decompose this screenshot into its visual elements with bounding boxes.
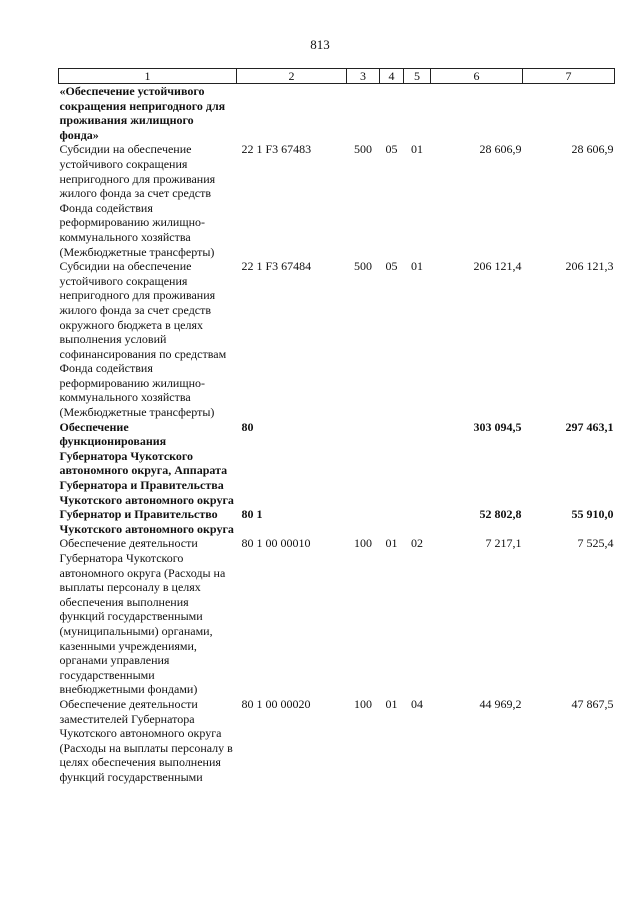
row-sum1-cell xyxy=(431,84,523,143)
row-vr-cell: 500 xyxy=(354,142,372,157)
row-name-cell: Губернатор и Правительство Чукотского автономного округа xyxy=(59,507,234,536)
row-pr-cell: 02 xyxy=(411,536,423,551)
row-vr-cell: 100 xyxy=(354,696,372,711)
header-cell-sum2: 7 xyxy=(523,69,615,84)
header-cell-vr: 3 xyxy=(347,69,380,84)
row-sum2-cell: 206 121,3 xyxy=(565,259,614,274)
row-vr-cell xyxy=(347,507,380,536)
table-row xyxy=(59,84,615,143)
row-vr-cell: 100 xyxy=(354,536,372,551)
row-sum1-cell: 206 121,4 xyxy=(473,259,522,274)
header-cell-code: 2 xyxy=(237,69,347,84)
row-vr-cell xyxy=(347,84,380,143)
row-code-cell: 80 1 00 00010 xyxy=(241,536,311,551)
row-sum1-cell: 303 094,5 xyxy=(473,419,522,434)
row-name-cell: Субсидии на обеспечение устойчивого сокращения непригодного для проживания жилого фонда за счет средств Фонда содействия реформированию жилищно-коммунального хозяйства (Межбюджетные трансферты) xyxy=(59,142,216,259)
row-rz-cell xyxy=(380,84,404,143)
row-pr-cell xyxy=(404,420,431,508)
row-code-cell xyxy=(237,84,347,143)
table-body xyxy=(59,84,615,785)
row-code-cell: 80 1 00 00020 xyxy=(241,696,311,711)
budget-table xyxy=(58,68,615,785)
row-sum2-cell xyxy=(523,84,615,143)
row-pr-cell xyxy=(404,507,431,536)
row-rz-cell: 05 xyxy=(385,259,398,274)
header-cell-sum1: 6 xyxy=(431,69,523,84)
row-name-cell: Обеспечение деятельности заместителей Губернатора Чукотского автономного округа (Расходы на выплаты персоналу в целях обеспечения выполнения функций государственными xyxy=(59,696,233,784)
row-sum2-cell: 297 463,1 xyxy=(565,419,614,434)
row-code-cell: 22 1 F3 67483 xyxy=(241,142,312,157)
table-row xyxy=(59,259,615,420)
row-sum1-cell: 7 217,1 xyxy=(485,536,522,551)
row-rz-cell xyxy=(380,507,404,536)
header-cell-rz: 4 xyxy=(380,69,404,84)
table-row xyxy=(59,697,615,785)
table-row xyxy=(59,536,615,697)
header-row xyxy=(59,69,615,84)
row-sum2-cell: 47 867,5 xyxy=(571,696,614,711)
table-header xyxy=(59,69,615,84)
row-code-cell: 80 1 xyxy=(241,507,263,522)
row-vr-cell xyxy=(347,420,380,508)
row-sum1-cell: 28 606,9 xyxy=(479,142,522,157)
row-sum1-cell: 44 969,2 xyxy=(479,696,522,711)
row-rz-cell: 01 xyxy=(385,536,398,551)
row-rz-cell: 05 xyxy=(385,142,398,157)
row-rz-cell: 01 xyxy=(385,696,398,711)
header-cell-name: 1 xyxy=(59,69,237,84)
table-row xyxy=(59,420,615,508)
row-pr-cell xyxy=(404,84,431,143)
page-number: 813 xyxy=(310,37,330,52)
header-cell-pr: 5 xyxy=(404,69,431,84)
row-name-cell: Обеспечение деятельности Губернатора Чукотского автономного округа (Расходы на выплаты персоналу в целях обеспечения выполнения функций государственными (муниципальными) органами, казенными учреждениями, органами управления государственными внебюджетными фондами) xyxy=(59,536,226,697)
row-rz-cell xyxy=(380,420,404,508)
row-code-cell: 80 xyxy=(241,419,254,434)
row-sum2-cell: 55 910,0 xyxy=(571,507,614,522)
row-sum2-cell: 28 606,9 xyxy=(571,142,614,157)
row-name-cell: Субсидии на обеспечение устойчивого сокращения непригодного для проживания жилого фонда за счет средств окружного бюджета в целях выполнения условий софинансирования по средствам Фонда содействия реформированию жилищно-коммунального хозяйства (Межбюджетные трансферты) xyxy=(59,259,227,420)
row-pr-cell: 01 xyxy=(411,259,423,274)
table-row xyxy=(59,142,615,259)
row-name-cell: Обеспечение функционирования Губернатора Чукотского автономного округа, Аппарата Губернатора и Правительства Чукотского автономного округа xyxy=(59,419,234,507)
row-name-cell: «Обеспечение устойчивого сокращения непригодного для проживания жилищного фонда» xyxy=(59,84,226,142)
row-vr-cell: 500 xyxy=(354,259,372,274)
row-sum2-cell: 7 525,4 xyxy=(577,536,614,551)
table-row xyxy=(59,507,615,536)
row-code-cell: 22 1 F3 67484 xyxy=(241,259,312,274)
row-pr-cell: 04 xyxy=(411,696,423,711)
row-pr-cell: 01 xyxy=(411,142,423,157)
row-sum1-cell: 52 802,8 xyxy=(479,507,522,522)
